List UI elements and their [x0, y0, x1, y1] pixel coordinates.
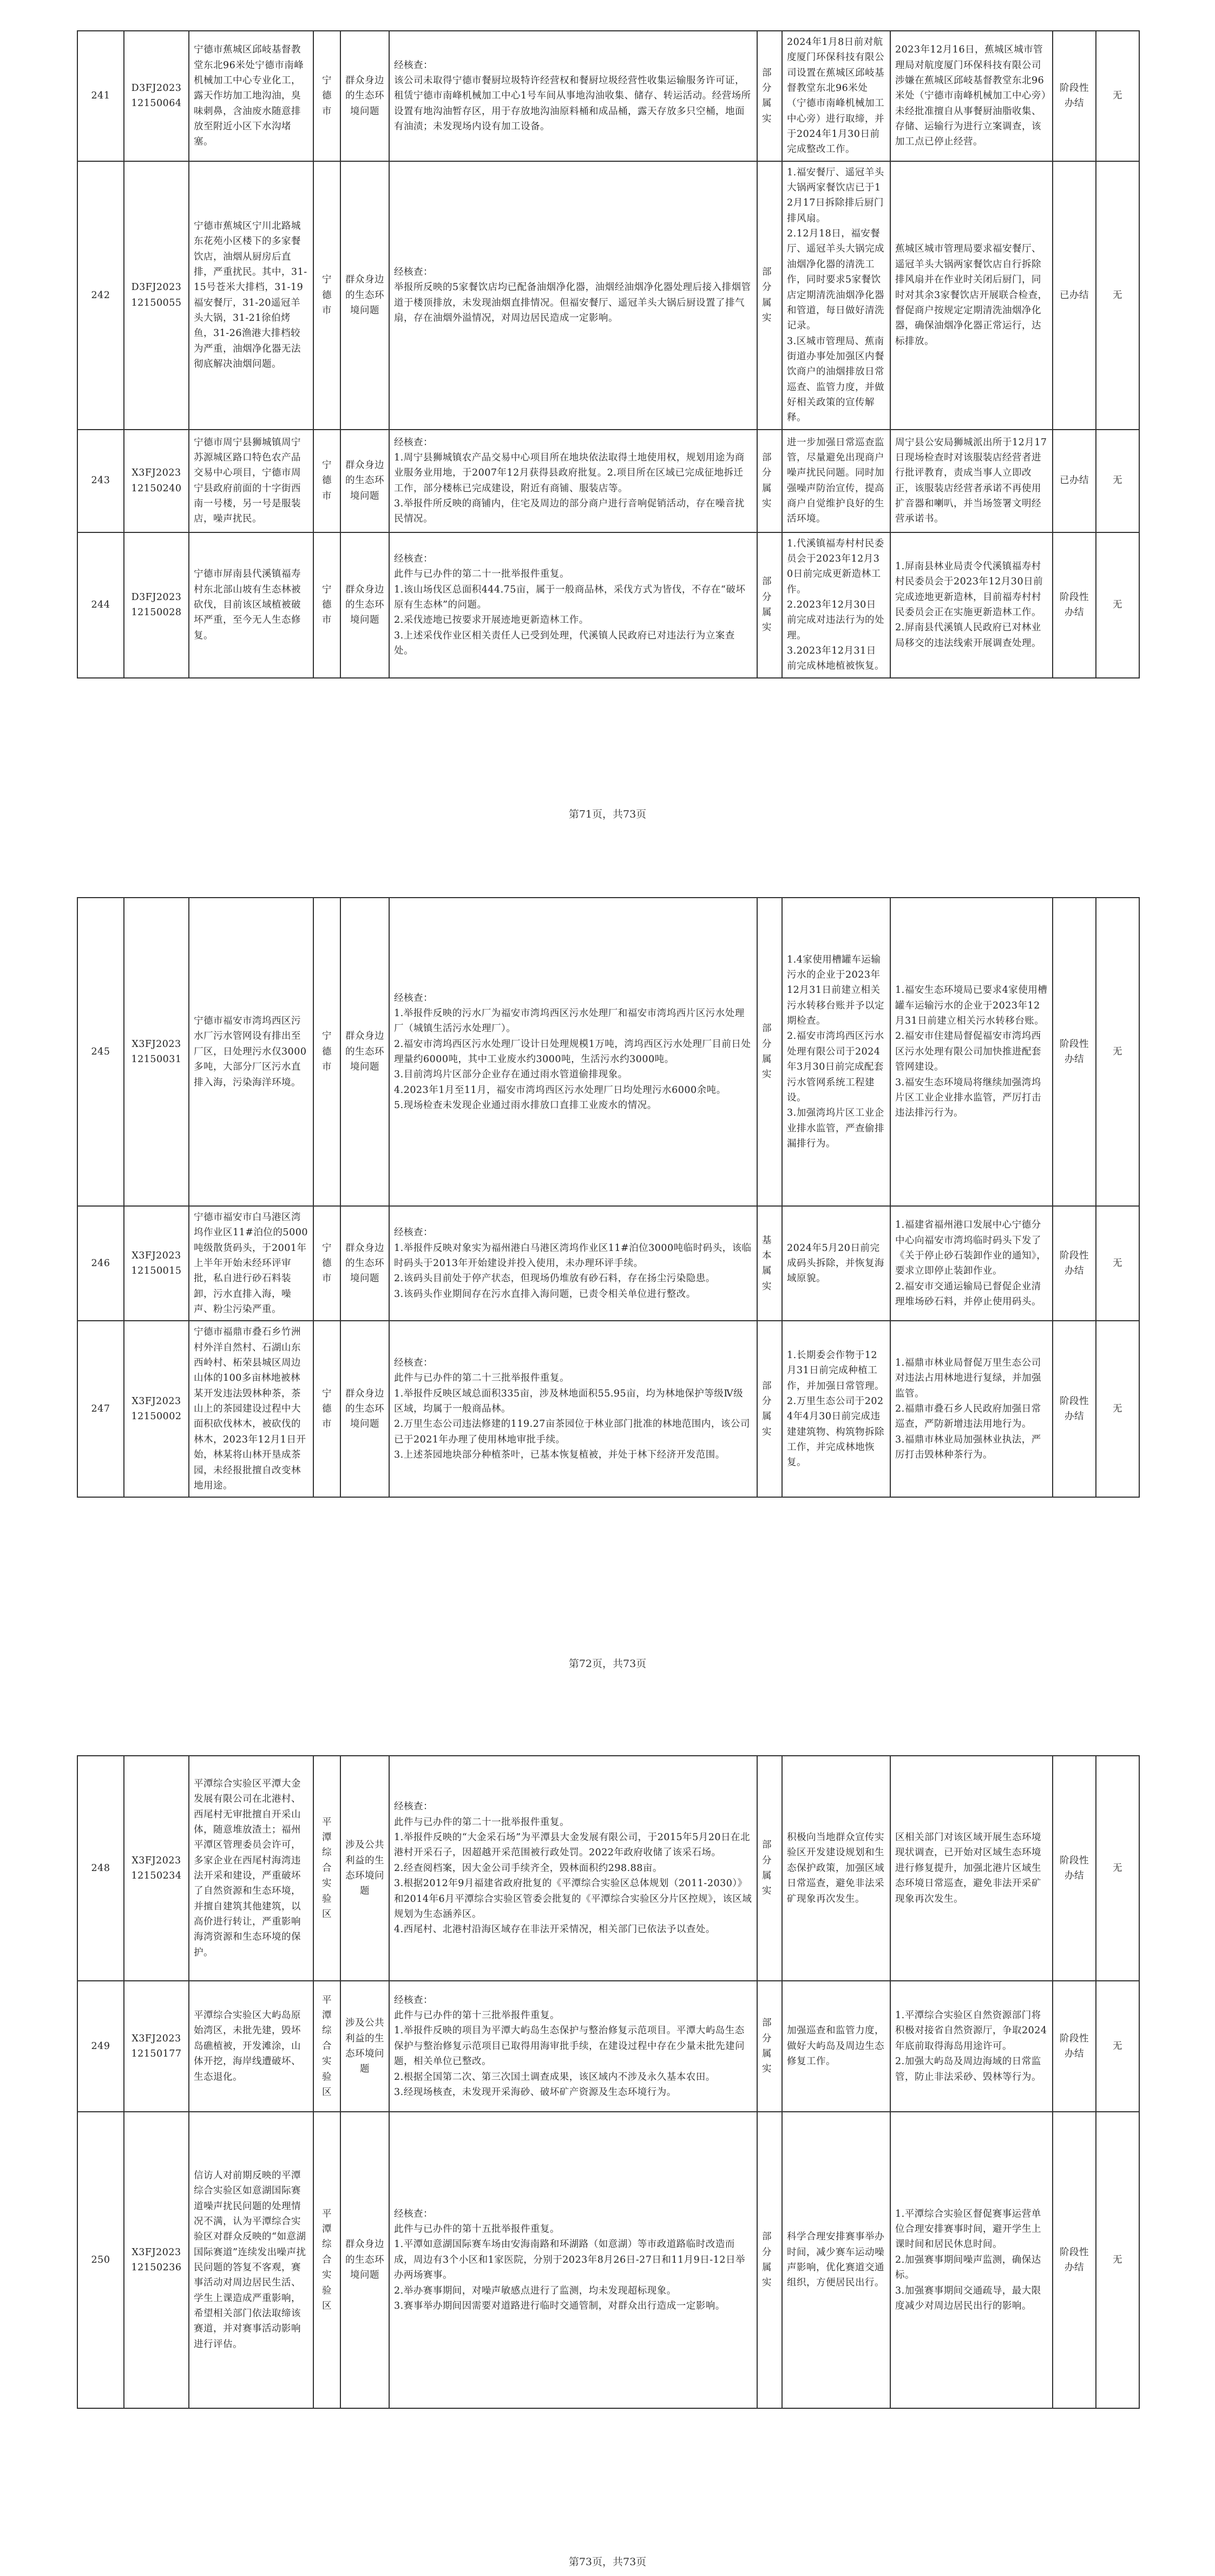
complaint-description: 平潭综合实验区平潭大金发展有限公司在北港村、西尾村无审批擅自开采山体，随意堆放渣土；福州平潭区管理委员会许可，多家企业在西尾村海湾违法开采和建设，严重破坏了自然资源和生态环境，并擅自建筑其他建筑，以高价进行转让，严重影响海湾资源和生态环境的保护。: [189, 1756, 313, 1981]
city: 宁德市: [313, 898, 340, 1206]
rectification-plan: 科学合理安排赛事举办时间，减少赛车运动噪声影响，优化赛道交通组织，方便居民出行。: [782, 2112, 890, 2408]
extra-note: 无: [1096, 2112, 1139, 2408]
truth-status: 部分属实: [757, 161, 782, 430]
truth-status: 部分属实: [757, 898, 782, 1206]
extra-note: 无: [1096, 430, 1139, 532]
investigation-result: 经核查： 1.举报件反映对象实为福州港白马港区湾坞作业区11#泊位3000吨临时码头，该临时码头于2013年开始建设并投入使用，未办理环评手续。 2.该码头目前处于停产状态，但现场仍堆放有砂石料，存在扬尘污染隐患。 3.该码头作业期间存在污水直排入海问题，已责令相关单位进行整改。: [389, 1206, 757, 1321]
case-code: D3FJ2023 12150055: [124, 161, 189, 430]
row-number: 242: [77, 161, 124, 430]
case-table: [77, 897, 1140, 1498]
case-code: X3FJ2023 12150002: [124, 1321, 189, 1497]
status-badge: 阶段性办结: [1053, 1321, 1096, 1497]
table-row: [77, 31, 1139, 161]
accountability: 区相关部门对该区域开展生态环境现状调查，已开始对区域生态环境进行修复提升，加强北港片区域生态环境日常巡查，避免非法开采矿现象再次发生。: [890, 1756, 1053, 1981]
row-number: 243: [77, 430, 124, 532]
investigation-result: 经核查： 1.举报件反映的污水厂为福安市湾坞西区污水处理厂和福安市湾坞西片区污水处理厂（城镇生活污水处理厂）。 2.福安市湾坞西区污水处理厂设计日处理规模1万吨，湾坞西区污水处理厂目前日处理量约6000吨，其中工业废水约3000吨，生活污水约3000吨。 3.目前湾坞片区部分企业存在通过雨水管道偷排现象。 4.2023年1月至11月，福安市湾坞西区污水处理厂日均处理污水6000余吨。 5.现场检查未发现企业通过雨水排放口直排工业废水的情况。: [389, 898, 757, 1206]
case-table: [77, 30, 1140, 678]
rectification-plan: 1.4家使用槽罐车运输污水的企业于2023年12月31日前建立相关污水转移台账并予以定期检查。 2.福安市湾坞西区污水处理有限公司于2024年3月30日前完成配套污水管网系统工程建设。 3.加强湾坞片区工业企业排水监管，严查偷排漏排行为。: [782, 898, 890, 1206]
table-row: [77, 532, 1139, 678]
table-row: [77, 1756, 1139, 1981]
complaint-description: 宁德市福安市湾坞西区污水厂污水管网设有排出至厂区，日处理污水仅3000多吨，大部分厂区污水直排入海，污染海洋环境。: [189, 898, 313, 1206]
truth-status: 部分属实: [757, 31, 782, 161]
city: 宁德市: [313, 430, 340, 532]
page-number: 第72页，共73页: [568, 1658, 647, 1670]
issue-type: 群众身边的生态环境问题: [340, 430, 389, 532]
page-number: 第73页，共73页: [568, 2556, 647, 2568]
issue-type: 群众身边的生态环境问题: [340, 1206, 389, 1321]
page-number: 第71页，共73页: [568, 808, 647, 820]
document-page: [0, 860, 1215, 1721]
row-number: 245: [77, 898, 124, 1206]
issue-type: 群众身边的生态环境问题: [340, 1321, 389, 1497]
extra-note: 无: [1096, 898, 1139, 1206]
investigation-result: 经核查： 举报所反映的5家餐饮店均已配备油烟净化器，油烟经油烟净化器处理后接入排烟管道于楼顶排放，未发现油烟直排情况。但福安餐厅、遥冠羊头大锅后厨设置了排气扇，存在油烟外溢情况，对周边居民造成一定影响。: [389, 161, 757, 430]
complaint-description: 宁德市周宁县狮城镇周宁苏源城区路口特色农产品交易中心项目，宁德市周宁县政府前面的十字街西南一号楼，另一号是服装店，噪声扰民。: [189, 430, 313, 532]
issue-type: 涉及公共利益的生态环境问题: [340, 1756, 389, 1981]
extra-note: 无: [1096, 532, 1139, 678]
city: 宁德市: [313, 532, 340, 678]
issue-type: 群众身边的生态环境问题: [340, 2112, 389, 2408]
investigation-result: 经核查： 此件与已办件的第二十一批举报件重复。 1.该山场伐区总面积444.75亩，属于一般商品林，采伐方式为皆伐，不存在“破坏原有生态林”的问题。 2.采伐迹地已按要求开展迹地更新造林工作。 3.上述采伐作业区相关责任人已受到处理，代溪镇人民政府已对违法行为立案查处。: [389, 532, 757, 678]
truth-status: 部分属实: [757, 430, 782, 532]
document-page: [0, 0, 1215, 860]
truth-status: 部分属实: [757, 1981, 782, 2112]
extra-note: 无: [1096, 1321, 1139, 1497]
extra-note: 无: [1096, 1206, 1139, 1321]
rectification-plan: 积极向当地群众宣传实验区开发建设规划和生态保护政策，加强区域日常巡查，避免非法采矿现象再次发生。: [782, 1756, 890, 1981]
complaint-description: 宁德市蕉城区宁川北路城东花苑小区楼下的多家餐饮店，油烟从厨房后直排，严重扰民。其中，31-15号苍米大排档，31-19福安餐厅，31-20遥冠羊头大锅，31-21徐伯烤鱼，31-26渔港大排档较为严重，油烟净化器无法彻底解决油烟问题。: [189, 161, 313, 430]
table-row: [77, 1206, 1139, 1321]
accountability: 1.福安生态环境局已要求4家使用槽罐车运输污水的企业于2023年12月31日前建立相关污水转移台账。 2.福安市住建局督促福安市湾坞西区污水处理有限公司加快推进配套管网建设。 3.福安生态环境局将继续加强湾坞片区工业企业排水监管，严厉打击违法排污行为。: [890, 898, 1053, 1206]
issue-type: 群众身边的生态环境问题: [340, 161, 389, 430]
investigation-result: 经核查： 此件与已办件的第十三批举报件重复。 1.举报件反映的项目为平潭大屿岛生态保护与整治修复示范项目。平潭大屿岛生态保护与整治修复示范项目已取得用海审批手续，在建设过程中存在少量未批先建问题，相关单位已整改。 2.根据全国第二次、第三次国土调查成果，该区域内不涉及永久基本农田。 3.经现场核查，未发现开采海砂、破坏矿产资源及生态环境行为。: [389, 1981, 757, 2112]
case-code: D3FJ2023 12150064: [124, 31, 189, 161]
table-row: [77, 1981, 1139, 2112]
document-page: [0, 1721, 1215, 2576]
case-code: D3FJ2023 12150028: [124, 532, 189, 678]
complaint-description: 信访人对前期反映的平潭综合实验区如意湖国际赛道噪声扰民问题的处理情况不满，认为平潭综合实验区对群众反映的“如意湖国际赛道”连续发出噪声扰民问题的答复不客观，赛事活动对周边居民生活、学生上课造成严重影响，希望相关部门依法取缔该赛道，并对赛事活动影响进行评估。: [189, 2112, 313, 2408]
city: 宁德市: [313, 161, 340, 430]
city: 宁德市: [313, 31, 340, 161]
accountability: 2023年12月16日，蕉城区城市管理局对航度厦门环保科技有限公司涉嫌在蕉城区邱岐基督教堂东北96米处（宁德市南峰机械加工中心旁）未经批准擅自从事餐厨油脂收集、存储、运输行为进行立案调查，该加工点已停止经营。: [890, 31, 1053, 161]
investigation-result: 经核查： 此件与已办件的第二十三批举报件重复。 1.举报件反映区域总面积335亩，涉及林地面积55.95亩，均为林地保护等级Ⅳ级区域，均属于一般商品林。 2.万里生态公司违法修建的119.27亩茶园位于林业部门批准的林地范围内，该公司已于2021年办理了使用林地审批手续。 3.上述茶园地块部分种植茶叶，已基本恢复植被，并处于林下经济开发范围。: [389, 1321, 757, 1497]
accountability: 1.平潭综合实验区督促赛事运营单位合理安排赛事时间，避开学生上课时间和居民休息时间。 2.加强赛事期间噪声监测，确保达标。 3.加强赛事期间交通疏导，最大限度减少对周边居民出行的影响。: [890, 2112, 1053, 2408]
case-code: X3FJ2023 12150177: [124, 1981, 189, 2112]
status-badge: 已办结: [1053, 430, 1096, 532]
row-number: 249: [77, 1981, 124, 2112]
complaint-description: 宁德市福安市白马港区湾坞作业区11#泊位的5000吨级散货码头，于2001年上半年开始未经环评审批，私自进行砂石料装卸，污水直排入海，噪声、粉尘污染严重。: [189, 1206, 313, 1321]
row-number: 247: [77, 1321, 124, 1497]
investigation-result: 经核查： 1.周宁县狮城镇农产品交易中心项目所在地块依法取得土地使用权，规划用途为商业服务业用地，于2007年12月获得县政府批复。2.项目所在区域已完成征地拆迁工作，部分楼栋已完成建设，附近有商铺、服装店等。 3.举报件所反映的商铺内，住宅及周边的部分商户进行音响促销活动，存在噪音扰民情况。: [389, 430, 757, 532]
issue-type: 群众身边的生态环境问题: [340, 532, 389, 678]
row-number: 248: [77, 1756, 124, 1981]
extra-note: 无: [1096, 1981, 1139, 2112]
city: 宁德市: [313, 1321, 340, 1497]
case-code: X3FJ2023 12150015: [124, 1206, 189, 1321]
table-row: [77, 898, 1139, 1206]
case-code: X3FJ2023 12150031: [124, 898, 189, 1206]
accountability: 蕉城区城市管理局要求福安餐厅、遥冠羊头大锅两家餐饮店自行拆除排风扇并在作业时关闭后厨门，同时对其余3家餐饮店开展联合检查，督促商户按规定定期清洗油烟净化器，确保油烟净化器正常运行，达标排放。: [890, 161, 1053, 430]
rectification-plan: 进一步加强日常巡查监管，尽量避免出现商户噪声扰民问题。同时加强噪声防治宣传，提高商户自觉维护良好的生活环境。: [782, 430, 890, 532]
status-badge: 阶段性办结: [1053, 1981, 1096, 2112]
row-number: 241: [77, 31, 124, 161]
complaint-description: 宁德市蕉城区邱岐基督教堂东北96米处宁德市南峰机械加工中心专业化工，露天作坊加工地沟油，臭味刺鼻，含油废水随意排放至附近小区下水沟堵塞。: [189, 31, 313, 161]
status-badge: 阶段性办结: [1053, 2112, 1096, 2408]
truth-status: 部分属实: [757, 2112, 782, 2408]
table-row: [77, 430, 1139, 532]
rectification-plan: 1.长期委会作物于12月31日前完成种植工作，并加强日常管理。 2.万里生态公司于2024年4月30日前完成违建建筑物、构筑物拆除工作，并完成林地恢复。: [782, 1321, 890, 1497]
city: 平潭综合实验区: [313, 2112, 340, 2408]
truth-status: 部分属实: [757, 1321, 782, 1497]
complaint-description: 宁德市屏南县代溪镇福寿村东北部山坡有生态林被砍伐，目前该区域植被破坏严重，至今无人生态修复。: [189, 532, 313, 678]
rectification-plan: 1.福安餐厅、遥冠羊头大锅两家餐饮店已于12月17日拆除排后厨门排风扇。 2.12月18日，福安餐厅、遥冠羊头大锅完成油烟净化器的清洗工作，同时要求5家餐饮店定期清洗油烟净化器和管道，每日做好清洗记录。 3.区城市管理局、蕉南街道办事处加强区内餐饮商户的油烟排放日常巡查、监管力度，并做好相关政策的宣传解释。: [782, 161, 890, 430]
status-badge: 阶段性办结: [1053, 31, 1096, 161]
table-row: [77, 161, 1139, 430]
issue-type: 群众身边的生态环境问题: [340, 898, 389, 1206]
extra-note: 无: [1096, 31, 1139, 161]
status-badge: 阶段性办结: [1053, 1756, 1096, 1981]
rectification-plan: 2024年1月8日前对航度厦门环保科技有限公司设置在蕉城区邱岐基督教堂东北96米处（宁德市南峰机械加工中心旁）进行取缔，并于2024年1月30日前完成整改工作。: [782, 31, 890, 161]
accountability: 1.福鼎市林业局督促万里生态公司对违法占用林地进行复绿，并加强监管。 2.福鼎市叠石乡人民政府加强日常巡查，严防新增违法用地行为。 3.福鼎市林业局加强林业执法，严厉打击毁林种茶行为。: [890, 1321, 1053, 1497]
status-badge: 阶段性办结: [1053, 532, 1096, 678]
status-badge: 阶段性办结: [1053, 898, 1096, 1206]
case-table: [77, 1755, 1140, 2409]
city: 平潭综合实验区: [313, 1756, 340, 1981]
issue-type: 群众身边的生态环境问题: [340, 31, 389, 161]
accountability: 1.屏南县林业局责令代溪镇福寿村村民委员会于2023年12月30日前完成迹地更新造林，目前福寿村村民委员会正在实施更新造林工作。 2.屏南县代溪镇人民政府已对林业局移交的违法线索开展调查处理。: [890, 532, 1053, 678]
case-code: X3FJ2023 12150236: [124, 2112, 189, 2408]
investigation-result: 经核查： 此件与已办件的第十五批举报件重复。 1.平潭如意湖国际赛车场由安海南路和环湖路（如意湖）等市政道路临时改造而成，周边有3个小区和1家医院，分别于2023年8月26日-27日和11月9日-12日举办两场赛事。 2.举办赛事期间，对噪声敏感点进行了监测，均未发现超标现象。 3.赛事举办期间因需要对道路进行临时交通管制，对群众出行造成一定影响。: [389, 2112, 757, 2408]
city: 宁德市: [313, 1206, 340, 1321]
rectification-plan: 2024年5月20日前完成码头拆除，并恢复海域原貌。: [782, 1206, 890, 1321]
extra-note: 无: [1096, 161, 1139, 430]
status-badge: 已办结: [1053, 161, 1096, 430]
extra-note: 无: [1096, 1756, 1139, 1981]
rectification-plan: 1.代溪镇福寿村村民委员会于2023年12月30日前完成更新造林工作。 2.2023年12月30日前完成对违法行为的处理。 3.2023年12月31日前完成林地植被恢复。: [782, 532, 890, 678]
table-row: [77, 2112, 1139, 2408]
issue-type: 涉及公共利益的生态环境问题: [340, 1981, 389, 2112]
truth-status: 基本属实: [757, 1206, 782, 1321]
accountability: 1.平潭综合实验区自然资源部门将积极对接省自然资源厅，争取2024年底前取得海岛用途许可。 2.加强大屿岛及周边海域的日常监管，防止非法采砂、毁林等行为。: [890, 1981, 1053, 2112]
investigation-result: 经核查： 此件与已办件的第二十一批举报件重复。 1.举报件反映的“大金采石场”为平潭县大金发展有限公司，于2015年5月20日在北港村开采石子，因超越开采范围被行政处罚。2022年政府收储了该采石场。 2.经查阅档案，因大金公司手续齐全，毁林面积约298.88亩。 3.根据2012年9月福建省政府批复的《平潭综合实验区总体规划（2011-2030）》和2014年6月平潭综合实验区管委会批复的《平潭综合实验区分片区控规》，该区域规划为生态涵养区。 4.西尾村、北港村沿海区域存在非法开采情况，相关部门已依法予以查处。: [389, 1756, 757, 1981]
row-number: 246: [77, 1206, 124, 1321]
row-number: 244: [77, 532, 124, 678]
table-row: [77, 1321, 1139, 1497]
investigation-result: 经核查： 该公司未取得宁德市餐厨垃圾特许经营权和餐厨垃圾经营性收集运输服务许可证，租赁宁德市南峰机械加工中心1号车间从事地沟油收集、储存、转运活动。经营场所设置有地沟油暂存区，用于存放地沟油原料桶和成品桶，露天存放多只空桶，地面有油渍；未发现场内设有加工设备。: [389, 31, 757, 161]
truth-status: 部分属实: [757, 1756, 782, 1981]
city: 平潭综合实验区: [313, 1981, 340, 2112]
accountability: 周宁县公安局狮城派出所于12月17日现场检查时对该服装店经营者进行批评教育，责成当事人立即改正，该服装店经营者承诺不再使用扩音器和喇叭，并当场签署文明经营承诺书。: [890, 430, 1053, 532]
case-code: X3FJ2023 12150240: [124, 430, 189, 532]
accountability: 1.福建省福州港口发展中心宁德分中心向福安市湾坞临时码头下发了《关于停止砂石装卸作业的通知》，要求立即停止装卸作业。 2.福安市交通运输局已督促企业清理堆场砂石料，并停止使用码头。: [890, 1206, 1053, 1321]
complaint-description: 宁德市福鼎市叠石乡竹洲村外洋自然村、石湖山东西岭村、柘荣县城区周边山体的100多亩林地被林某开发违法毁林种茶，茶山上的茶园建设过程中大面积砍伐林木，被砍伐的林木，2023年12月1日开始，林某将山林开垦成茶园，未经报批擅自改变林地用途。: [189, 1321, 313, 1497]
status-badge: 阶段性办结: [1053, 1206, 1096, 1321]
row-number: 250: [77, 2112, 124, 2408]
case-code: X3FJ2023 12150234: [124, 1756, 189, 1981]
truth-status: 部分属实: [757, 532, 782, 678]
rectification-plan: 加强巡查和监管力度，做好大屿岛及周边生态修复工作。: [782, 1981, 890, 2112]
complaint-description: 平潭综合实验区大屿岛原始湾区，未批先建，毁坏岛礁植被，开发滩涂，山体开挖，海岸线遭破坏、生态退化。: [189, 1981, 313, 2112]
